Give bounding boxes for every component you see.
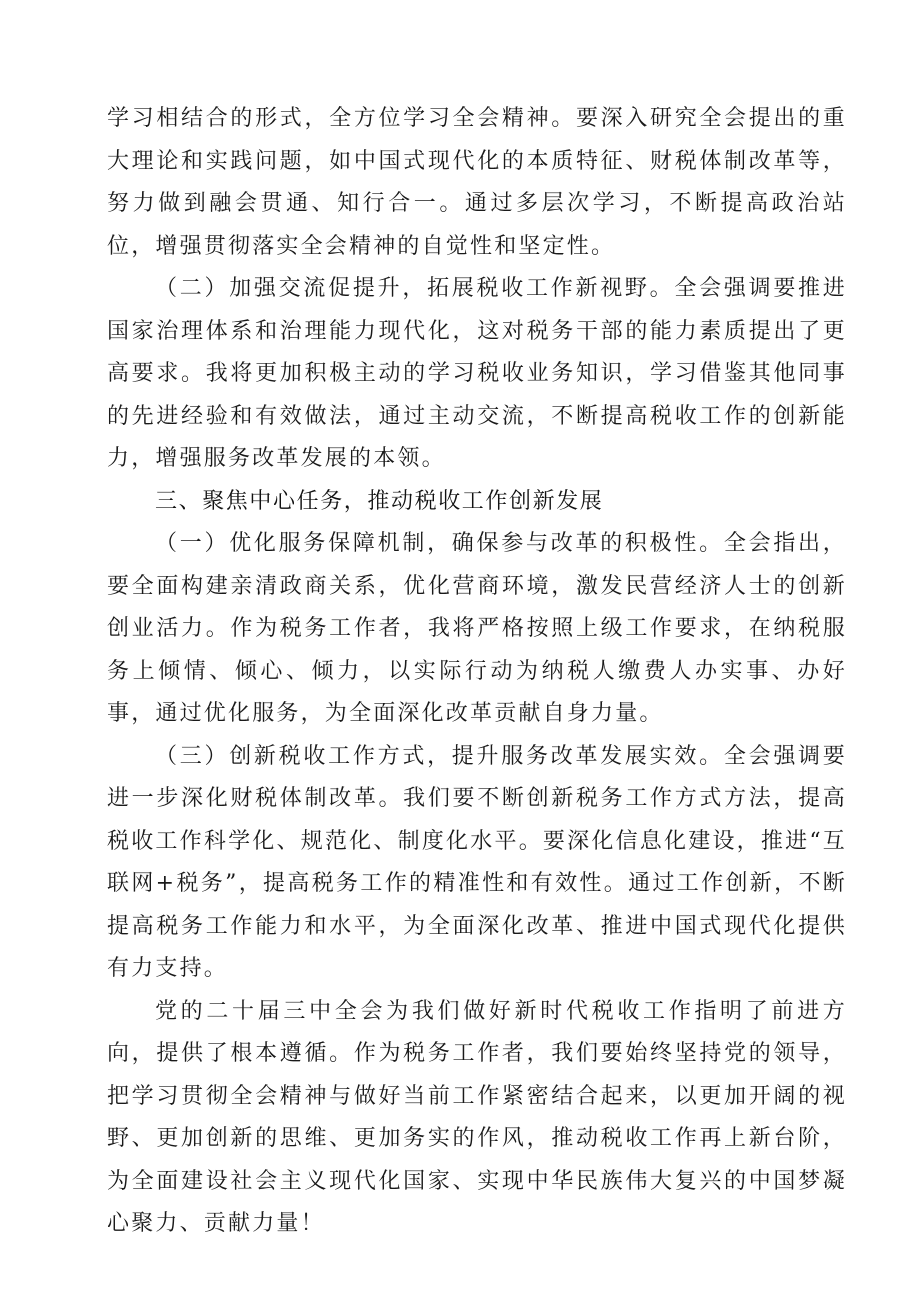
document-body xyxy=(107,98,847,1246)
paragraph-conclusion: 党的二十届三中全会为我们做好新时代税收工作指明了前进方向，提供了根本遵循。作为税务工作者，我们要始终坚持党的领导，把学习贯彻全会精神与做好当前工作紧密结合起来，以更加开阔的视野、更加创新的思维、更加务实的作风，推动税收工作再上新台阶，为全面建设社会主义现代化国家、实现中华民族伟大复兴的中国梦凝心聚力、贡献力量！ xyxy=(107,998,847,1236)
paragraph-continuation: 学习相结合的形式，全方位学习全会精神。要深入研究全会提出的重大理论和实践问题，如中国式现代化的本质特征、财税体制改革等，努力做到融会贯通、知行合一。通过多层次学习，不断提高政治站位，增强贯彻落实全会精神的自觉性和坚定性。 xyxy=(107,106,847,259)
paragraph-exchange-promotion: （二）加强交流促提升，拓展税收工作新视野。全会强调要推进国家治理体系和治理能力现代化，这对税务干部的能力素质提出了更高要求。我将更加积极主动的学习税收业务知识，学习借鉴其他同事的先进经验和有效做法，通过主动交流，不断提高税收工作的创新能力，增强服务改革发展的本领。 xyxy=(107,276,847,471)
paragraph-innovation-methods: （三）创新税收工作方式，提升服务改革发展实效。全会强调要进一步深化财税体制改革。我们要不断创新税务工作方式方法，提高税收工作科学化、规范化、制度化水平。要深化信息化建设，推进“互联网+税务”，提高税务工作的精准性和有效性。通过工作创新，不断提高税务工作能力和水平，为全面深化改革、推进中国式现代化提供有力支持。 xyxy=(107,743,847,981)
paragraph-service-mechanism: （一）优化服务保障机制，确保参与改革的积极性。全会指出，要全面构建亲清政商关系，优化营商环境，激发民营经济人士的创新创业活力。作为税务工作者，我将严格按照上级工作要求，在纳税服务上倾情、倾心、倾力，以实际行动为纳税人缴费人办实事、办好事，通过优化服务，为全面深化改革贡献自身力量。 xyxy=(107,531,847,726)
section-heading-three: 三、聚焦中心任务，推动税收工作创新发展 xyxy=(155,488,604,514)
